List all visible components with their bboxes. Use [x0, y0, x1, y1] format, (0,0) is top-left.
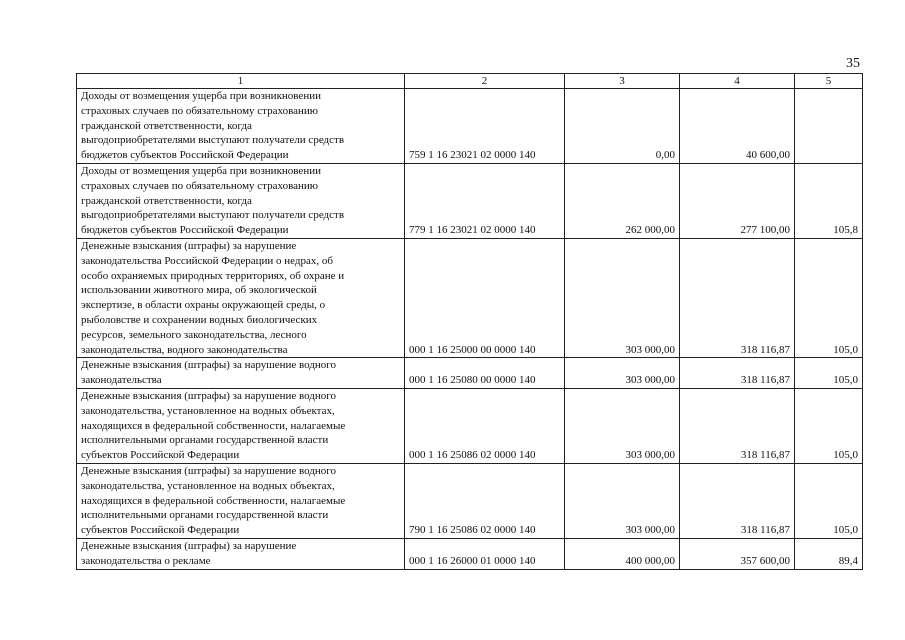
cell-code: 790 1 16 25086 02 0000 140 — [405, 463, 565, 538]
description-line: гражданской ответственности, когда — [81, 194, 252, 207]
table-row — [77, 238, 863, 357]
description-line: находящихся в федеральной собственности, налагаемые — [81, 419, 346, 432]
cell-description — [77, 89, 405, 164]
column-header: 4 — [680, 74, 795, 89]
cell-col3-value: 0,00 — [565, 89, 680, 164]
description-line: субъектов Российской Федерации — [81, 449, 240, 462]
description-line: Доходы от возмещения ущерба при возникновении — [81, 90, 321, 102]
cell-col3-value: 303 000,00 — [565, 358, 680, 389]
description-line: страховых случаев по обязательному страхованию — [81, 179, 318, 192]
table-row — [77, 89, 863, 164]
cell-code: 779 1 16 23021 02 0000 140 — [405, 163, 565, 238]
cell-col3-value: 400 000,00 — [565, 538, 680, 569]
table-row — [77, 538, 863, 569]
cell-description — [77, 538, 405, 569]
description-line: рыболовстве и сохранении водных биологических — [81, 313, 318, 326]
column-header: 2 — [405, 74, 565, 89]
cell-col4-value: 318 116,87 — [680, 358, 795, 389]
description-line: бюджетов субъектов Российской Федерации — [81, 224, 289, 237]
cell-col5-percent: 105,0 — [795, 238, 863, 357]
column-header: 1 — [77, 74, 405, 89]
cell-col4-value: 318 116,87 — [680, 238, 795, 357]
description-line: Денежные взыскания (штрафы) за нарушение водного — [81, 464, 337, 477]
cell-description — [77, 388, 405, 463]
description-line: использовании животного мира, об экологической — [81, 284, 317, 297]
cell-code: 000 1 16 25000 00 0000 140 — [405, 238, 565, 357]
description-line: гражданской ответственности, когда — [81, 119, 252, 132]
description-line: законодательства, водного законодательства — [81, 343, 288, 356]
table-header-row — [77, 74, 863, 89]
description-line: экспертизе, в области охраны окружающей среды, о — [81, 299, 326, 312]
revenue-table — [76, 73, 863, 570]
description-line: Денежные взыскания (штрафы) за нарушение — [81, 239, 297, 252]
description-line: законодательства, установленное на водных объектах, — [81, 479, 335, 492]
description-line: законодательства, установленное на водных объектах, — [81, 404, 335, 417]
description-line: особо охраняемых природных территориях, об охране и — [81, 269, 345, 282]
cell-col4-value: 357 600,00 — [680, 538, 795, 569]
description-line: Денежные взыскания (штрафы) за нарушение водного — [81, 389, 337, 402]
table-row — [77, 388, 863, 463]
cell-col5-percent: 89,4 — [795, 538, 863, 569]
description-line: ресурсов, земельного законодательства, лесного — [81, 328, 307, 341]
table-row — [77, 463, 863, 538]
table-body — [77, 89, 863, 570]
column-header: 5 — [795, 74, 863, 89]
cell-col3-value: 262 000,00 — [565, 163, 680, 238]
description-line: исполнительными органами государственной власти — [81, 509, 329, 522]
cell-code: 759 1 16 23021 02 0000 140 — [405, 89, 565, 164]
description-line: субъектов Российской Федерации — [81, 524, 240, 537]
cell-col4-value: 277 100,00 — [680, 163, 795, 238]
cell-col3-value: 303 000,00 — [565, 463, 680, 538]
description-line: Доходы от возмещения ущерба при возникновении — [81, 164, 321, 177]
description-line: исполнительными органами государственной власти — [81, 434, 329, 447]
cell-description — [77, 163, 405, 238]
description-line: Денежные взыскания (штрафы) за нарушение — [81, 539, 297, 552]
cell-col4-value: 318 116,87 — [680, 388, 795, 463]
page-number: 35 — [846, 56, 860, 71]
cell-code: 000 1 16 26000 01 0000 140 — [405, 538, 565, 569]
description-line: законодательства Российской Федерации о недрах, об — [81, 254, 333, 267]
cell-col3-value: 303 000,00 — [565, 388, 680, 463]
cell-col5-percent: 105,8 — [795, 163, 863, 238]
cell-col5-percent: 105,0 — [795, 463, 863, 538]
table-row — [77, 163, 863, 238]
description-line: Денежные взыскания (штрафы) за нарушение водного — [81, 359, 337, 372]
cell-col5-percent: 105,0 — [795, 358, 863, 389]
cell-col4-value: 318 116,87 — [680, 463, 795, 538]
cell-description — [77, 463, 405, 538]
description-line: законодательства о рекламе — [81, 554, 211, 567]
cell-code: 000 1 16 25086 02 0000 140 — [405, 388, 565, 463]
cell-description — [77, 358, 405, 389]
table-row — [77, 358, 863, 389]
cell-col3-value: 303 000,00 — [565, 238, 680, 357]
cell-col5-percent: 105,0 — [795, 388, 863, 463]
cell-description — [77, 238, 405, 357]
description-line: страховых случаев по обязательному страхованию — [81, 104, 318, 117]
description-line: находящихся в федеральной собственности, налагаемые — [81, 494, 346, 507]
description-line: законодательства — [81, 374, 162, 387]
cell-col5-percent — [795, 89, 863, 164]
description-line: выгодоприобретателями выступают получатели средств — [81, 134, 345, 147]
description-line: выгодоприобретателями выступают получатели средств — [81, 209, 345, 222]
column-header: 3 — [565, 74, 680, 89]
cell-col4-value: 40 600,00 — [680, 89, 795, 164]
description-line: бюджетов субъектов Российской Федерации — [81, 149, 289, 162]
cell-code: 000 1 16 25080 00 0000 140 — [405, 358, 565, 389]
